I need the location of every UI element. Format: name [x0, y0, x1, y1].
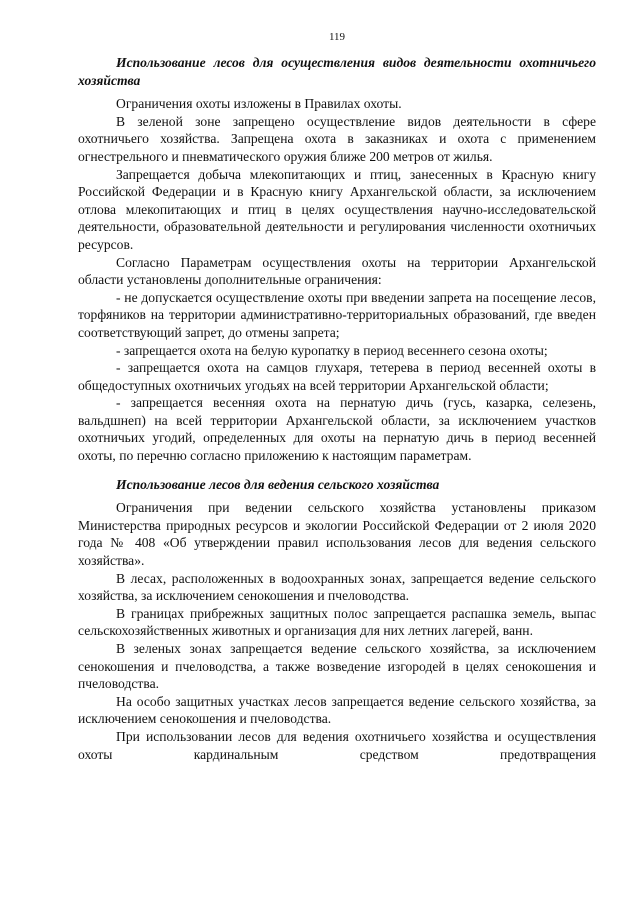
list-item: - запрещается охота на самцов глухаря, тетерева в период весенней охоты в общедоступных охотничьих угодьях на всей территории Архангельской области; — [78, 360, 596, 393]
page-number: 119 — [328, 31, 346, 43]
section-heading-hunting: Использование лесов для осуществления видов деятельности охотничьего хозяйства — [78, 55, 596, 88]
paragraph: В границах прибрежных защитных полос запрещается распашка земель, выпас сельскохозяйственных животных и организация для них летних лагерей, ванн. — [78, 605, 596, 639]
page-content — [78, 54, 596, 763]
list-item: - запрещается охота на белую куропатку в период весеннего сезона охоты; — [116, 342, 548, 358]
paragraph: На особо защитных участках лесов запрещается ведение сельского хозяйства, за исключением сенокошения и пчеловодства. — [78, 693, 596, 727]
paragraph: В лесах, расположенных в водоохранных зонах, запрещается ведение сельского хозяйства, за исключением сенокошения и пчеловодства. — [78, 570, 596, 604]
paragraph: В зеленых зонах запрещается ведение сельского хозяйства, за исключением сенокошения и пчеловодства, а также возведение изгородей в целях сенокошения и пчеловодства. — [78, 641, 596, 692]
section-heading-agriculture: Использование лесов для ведения сельского хозяйства — [116, 476, 440, 492]
paragraph: Ограничения при ведении сельского хозяйства установлены приказом Министерства природных ресурсов и экологии Российской Федерации от 2 июля 2020 года № 408 «Об утверждении правил использования лесов для ведения сельского хозяйства». — [78, 500, 596, 569]
paragraph: Запрещается добыча млекопитающих и птиц, занесенных в Красную книгу Российской Федерации и в Красную книгу Архангельской области, за исключением отлова млекопитающих и птиц в целях осуществления научно-исследовательской деятельности, образовательной деятельности и регулирования численности охотничьих ресурсов. — [78, 166, 596, 252]
paragraph: Согласно Параметрам осуществления охоты на территории Архангельской области установлены дополнительные ограничения: — [78, 254, 596, 288]
paragraph-continued: При использовании лесов для ведения охотничьего хозяйства и осуществления охоты кардинальным средством предотвращения — [78, 728, 596, 762]
list-item: - не допускается осуществление охоты при введении запрета на посещение лесов, торфяников на территории административно-территориальных образований, где введен соответствующий запрет, до отмены запрета; — [78, 289, 596, 340]
paragraph: В зеленой зоне запрещено осуществление видов деятельности в сфере охотничьего хозяйства. Запрещена охота в заказниках и охота с применением огнестрельного и пневматического оружия ближе 200 метров от жилья. — [78, 113, 596, 164]
paragraph: Ограничения охоты изложены в Правилах охоты. — [116, 96, 402, 112]
list-item: - запрещается весенняя охота на пернатую дичь (гусь, казарка, селезень, вальдшнеп) на всей территории Архангельской области, за исключением участков охотничьих угодий, определенных для охоты на пернатую дичь в период весенней охоты, по перечню согласно приложению к настоящим параметрам. — [78, 395, 596, 464]
